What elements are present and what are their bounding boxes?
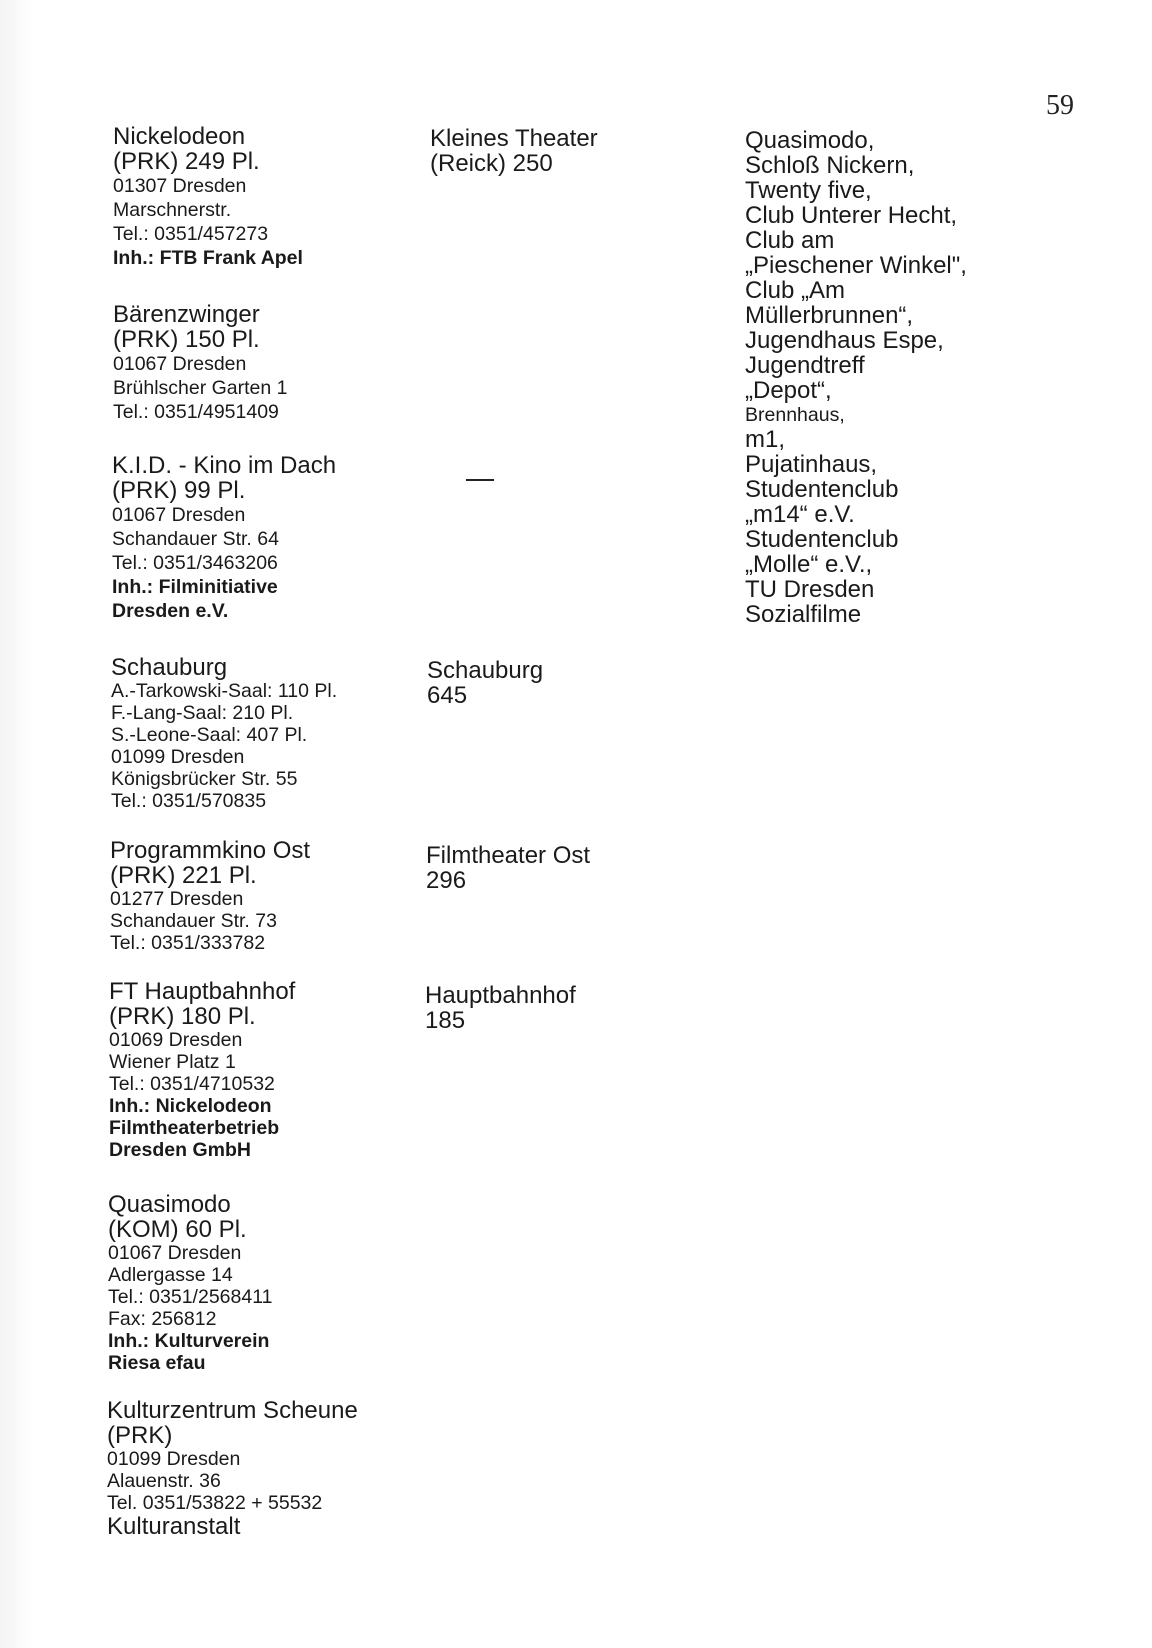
cinema-phone: Tel.: 0351/2568411 [108, 1286, 273, 1308]
cinema-seats: (PRK) 150 Pl. [113, 326, 260, 353]
cinema-street: Wiener Platz 1 [109, 1051, 236, 1073]
cinema-street: Königsbrücker Str. 55 [111, 768, 298, 790]
cinema-entry-programmkino-ost [110, 838, 310, 954]
cinema-postcode: 01277 Dresden [110, 888, 244, 910]
venue-list-item: Pujatinhaus, [745, 451, 878, 478]
cinema-operator: Kulturanstalt [107, 1513, 241, 1540]
cinema-name: Schauburg [111, 654, 228, 681]
venue-list-item: „Depot“, [745, 377, 832, 404]
venue-name: Filmtheater Ost [426, 842, 591, 869]
venue-hauptbahnhof [425, 983, 576, 1033]
cinema-owner-cont: Riesa efau [108, 1352, 206, 1374]
cinema-name: Quasimodo [108, 1191, 231, 1218]
cinema-entry-scheune [107, 1398, 358, 1539]
venue-schauburg [427, 658, 543, 708]
cinema-seats: (KOM) 60 Pl. [108, 1216, 247, 1243]
venue-list-item: Studentenclub [745, 526, 899, 553]
venue-name: Schauburg [427, 657, 544, 684]
venue-list-item: Club „Am [745, 277, 846, 304]
cinema-postcode: 01067 Dresden [112, 504, 246, 526]
cinema-postcode: 01099 Dresden [111, 746, 245, 768]
page-number: 59 [1046, 90, 1074, 121]
venue-list-item: Jugendtreff [745, 352, 865, 379]
cinema-postcode: 01067 Dresden [108, 1242, 242, 1264]
venue-filmtheater-ost [426, 843, 590, 893]
cinema-phone: Tel.: 0351/3463206 [112, 552, 278, 574]
venue-list-item: m1, [745, 426, 786, 453]
venue-seats: 296 [426, 867, 467, 894]
cinema-owner-cont: Filmtheaterbetrieb [109, 1117, 280, 1139]
cinema-postcode: 01307 Dresden [113, 175, 247, 197]
cinema-name: Kulturzentrum Scheune [107, 1397, 358, 1424]
cinema-postcode: 01069 Dresden [109, 1029, 243, 1051]
cinema-entry-nickelodeon [113, 124, 303, 270]
venue-list-item: „m14“ e.V. [745, 501, 855, 528]
cinema-street: Alauenstr. 36 [107, 1470, 221, 1492]
venue-list-item: Club am [745, 227, 835, 254]
cinema-owner: Inh.: Filminitiative [112, 576, 278, 598]
venue-list-item: Club Unterer Hecht, [745, 202, 958, 229]
cinema-entry-kid [112, 453, 336, 623]
cinema-postcode: 01067 Dresden [113, 353, 247, 375]
venue-list-item: „Pieschener Winkel", [745, 252, 967, 279]
cinema-hall: A.-Tarkowski-Saal: 110 Pl. [111, 680, 338, 702]
cinema-street: Schandauer Str. 64 [112, 528, 279, 550]
cinema-phone: Tel.: 0351/457273 [113, 223, 269, 245]
cinema-seats: (PRK) [107, 1422, 173, 1449]
cinema-phone: Tel.: 0351/570835 [111, 790, 267, 812]
empty-entry-dash [466, 479, 494, 481]
cinema-street: Schandauer Str. 73 [110, 910, 277, 932]
cinema-owner-cont: Dresden GmbH [109, 1139, 251, 1161]
venue-list-item: Schloß Nickern, [745, 152, 915, 179]
venue-list-item: Sozialfilme [745, 601, 862, 628]
cinema-name: Bärenzwinger [113, 301, 260, 328]
cinema-phone: Tel.: 0351/4710532 [109, 1073, 275, 1095]
venue-list-item: Müllerbrunnen“, [745, 302, 914, 329]
cinema-entry-ft-hauptbahnhof [109, 979, 295, 1161]
cinema-phone: Tel.: 0351/4951409 [113, 401, 279, 423]
cinema-owner: Inh.: Kulturverein [108, 1330, 270, 1352]
cinema-name: K.I.D. - Kino im Dach [112, 452, 337, 479]
cinema-seats: (PRK) 221 Pl. [110, 862, 257, 889]
cinema-street: Marschnerstr. [113, 199, 232, 221]
cinema-hall: F.-Lang-Saal: 210 Pl. [111, 702, 294, 724]
cinema-owner: Inh.: Nickelodeon [109, 1095, 272, 1117]
venue-seats: 645 [427, 682, 468, 709]
cinema-street: Adlergasse 14 [108, 1264, 233, 1286]
venue-list-item: TU Dresden [745, 576, 875, 603]
cinema-name: FT Hauptbahnhof [109, 978, 296, 1005]
venue-list-item: Studentenclub [745, 476, 899, 503]
venue-seats: (Reick) 250 [430, 150, 553, 177]
cinema-postcode: 01099 Dresden [107, 1448, 241, 1470]
cinema-owner-cont: Dresden e.V. [112, 600, 229, 622]
cinema-entry-quasimodo [108, 1192, 272, 1374]
cinema-hall: S.-Leone-Saal: 407 Pl. [111, 724, 308, 746]
venue-name: Kleines Theater [430, 125, 598, 152]
cinema-seats: (PRK) 180 Pl. [109, 1003, 256, 1030]
venue-list-item: Jugendhaus Espe, [745, 327, 944, 354]
venue-name: Hauptbahnhof [425, 982, 576, 1009]
cinema-name: Nickelodeon [113, 123, 246, 150]
scan-edge-shade [0, 0, 32, 1648]
venue-list-item: Quasimodo, [745, 127, 875, 154]
cinema-name: Programmkino Ost [110, 837, 311, 864]
cinema-fax: Fax: 256812 [108, 1308, 217, 1330]
cinema-entry-schauburg [111, 655, 337, 812]
cinema-entry-baerenzwinger [113, 302, 288, 424]
venue-list-item: Twenty five, [745, 177, 872, 204]
cinema-street: Brühlscher Garten 1 [113, 377, 288, 399]
cinema-phone: Tel.: 0351/333782 [110, 932, 266, 954]
venue-seats: 185 [425, 1007, 466, 1034]
venue-list-col3 [745, 128, 967, 627]
cinema-seats: (PRK) 99 Pl. [112, 477, 246, 504]
cinema-owner: Inh.: FTB Frank Apel [113, 247, 303, 269]
cinema-phone: Tel. 0351/53822 + 55532 [107, 1492, 323, 1514]
venue-list-item: Brennhaus, [745, 404, 845, 426]
venue-list-item: „Molle“ e.V., [745, 551, 873, 578]
venue-kleines-theater [430, 126, 598, 176]
cinema-seats: (PRK) 249 Pl. [113, 148, 260, 175]
